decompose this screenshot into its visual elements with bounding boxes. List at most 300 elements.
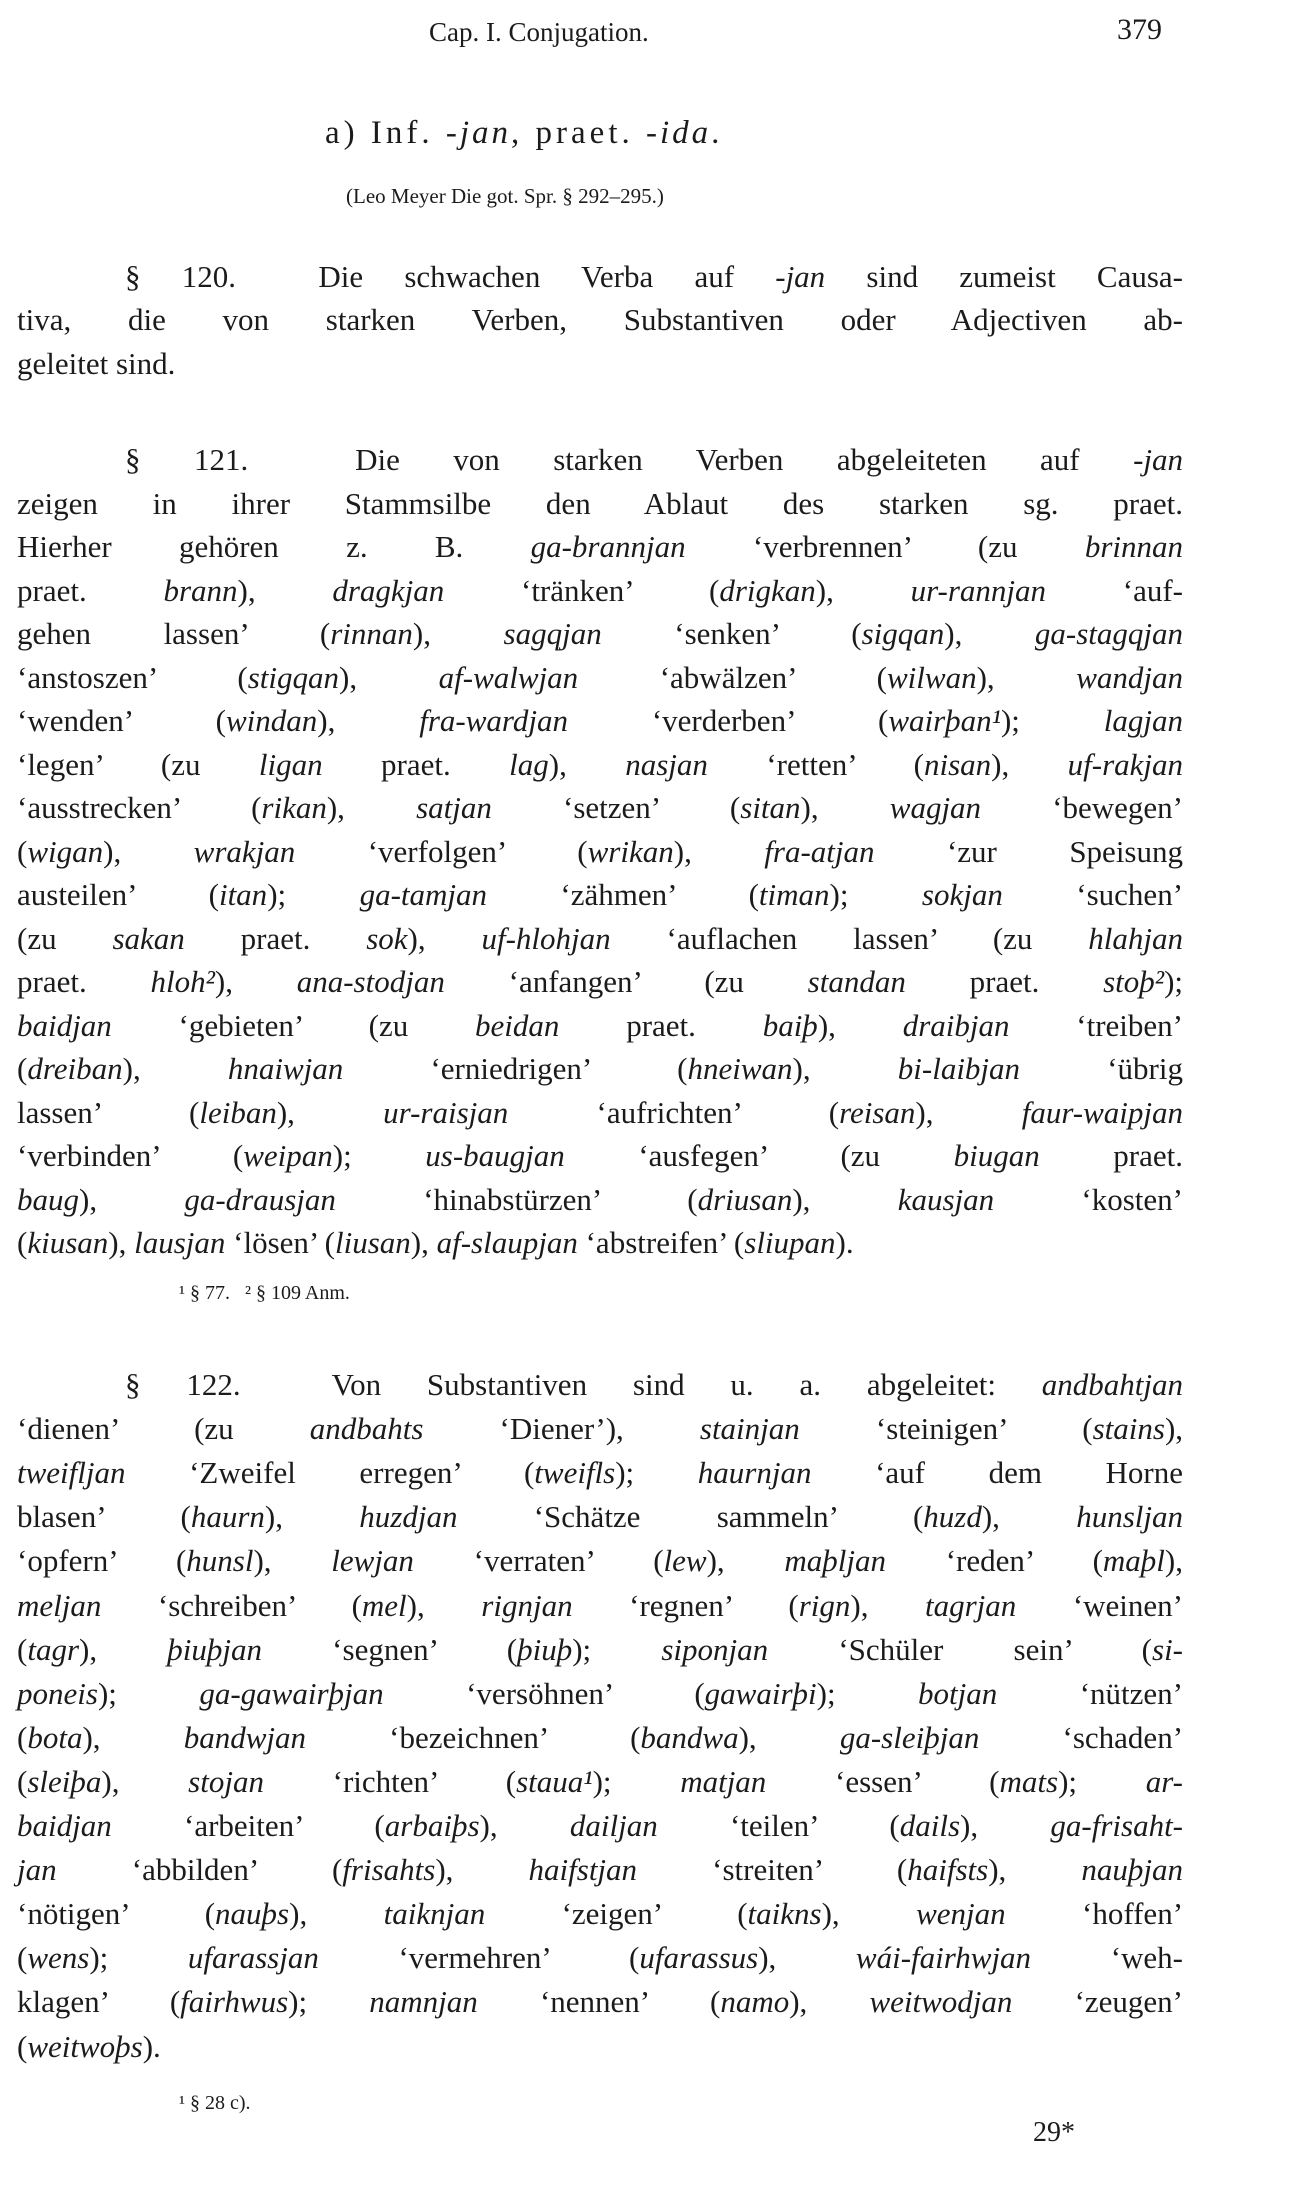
text-run: ‘kosten’ <box>994 1181 1183 1217</box>
gothic-word: kausjan <box>897 1181 995 1217</box>
section-121-line <box>17 832 1183 872</box>
text-run: ( <box>17 1719 28 1755</box>
text-run: praet. <box>905 964 1104 999</box>
gothic-word: timan <box>758 877 830 912</box>
italic-form: -ida <box>646 115 712 151</box>
gothic-word: lausjan <box>134 1225 226 1260</box>
text-run: ), <box>1164 1543 1183 1579</box>
text-run: ( <box>17 1225 28 1260</box>
gothic-word: uf-rakjan <box>1067 746 1184 782</box>
text-run: ); <box>332 1138 426 1173</box>
text-run: ‘tränken’ ( <box>444 572 720 608</box>
section-121-line <box>17 440 1183 480</box>
text-run: ‘zähmen’ ( <box>487 877 759 912</box>
gothic-word: tweifls <box>534 1455 616 1491</box>
text-run: ‘bewegen’ <box>981 790 1184 825</box>
gothic-word: sitan <box>740 790 801 825</box>
section-120-line <box>17 300 1183 340</box>
gothic-word: us-baugjan <box>425 1138 565 1173</box>
page-number: 379 <box>1117 13 1162 46</box>
text-run: ), <box>821 1896 917 1932</box>
text-run: praet. <box>17 964 151 999</box>
section-122-line <box>17 1894 1183 1934</box>
gothic-word: nauþs <box>215 1896 290 1932</box>
text-run: ( <box>17 1631 28 1667</box>
gothic-word: andbahtjan <box>1041 1367 1183 1402</box>
text-run: sind zumeist Causa- <box>825 259 1183 294</box>
gothic-word: lag <box>509 746 549 782</box>
text-run: ‘ausfegen’ (zu <box>564 1138 954 1173</box>
gothic-word: ga-frisaht- <box>1050 1808 1184 1843</box>
text-run: ‘senken’ ( <box>601 616 862 651</box>
gothic-word: ligan <box>258 746 323 782</box>
text-run: ), <box>960 1808 1051 1843</box>
section-121-line <box>17 1136 1183 1176</box>
gothic-word: sigqan <box>861 616 945 651</box>
text-run: ), <box>758 1940 856 1976</box>
gothic-word: bandwjan <box>183 1719 306 1755</box>
text-run: ); <box>97 1675 200 1711</box>
italic-form: -jan <box>445 115 512 151</box>
gothic-word: fra-atjan <box>764 833 875 869</box>
section-122-line <box>17 2027 1183 2067</box>
text-run: § 122. Von Substantiven sind u. a. abgeleitet: <box>125 1367 1042 1402</box>
gothic-word: nasjan <box>625 746 708 782</box>
text-run: ‘nennen’ ( <box>477 1984 721 2020</box>
text-run: ‘schreiben’ ( <box>101 1587 362 1623</box>
text-run: praet. <box>322 746 510 782</box>
text-run: ), <box>82 1719 184 1755</box>
text-run: ‘hoffen’ <box>1005 1896 1184 1932</box>
gothic-word: rinnan <box>330 616 413 651</box>
text-run: ), <box>988 1852 1082 1888</box>
subheading-text: a) Inf. <box>325 115 446 151</box>
text-run: klagen’ ( <box>17 1984 181 2020</box>
gothic-word: baug <box>17 1181 79 1217</box>
text-run: ), <box>101 1763 189 1799</box>
gothic-word: hunsl <box>186 1543 254 1579</box>
text-run: ). <box>835 1225 854 1260</box>
gothic-word: wenjan <box>916 1896 1006 1932</box>
gothic-word: wrakjan <box>193 833 296 869</box>
gothic-word: haurn <box>190 1499 265 1535</box>
gothic-word: lewjan <box>331 1543 414 1579</box>
section-121-line <box>17 1006 1183 1046</box>
text-run: ‘suchen’ <box>1002 877 1184 912</box>
text-run: ); <box>1000 703 1104 738</box>
text-run: ), <box>79 1631 168 1667</box>
text-run: ), <box>817 1007 903 1043</box>
gothic-word: standan <box>807 964 906 999</box>
text-run: ‘verbinden’ ( <box>17 1138 244 1173</box>
gothic-word: hloh² <box>150 964 215 999</box>
text-run: ), <box>976 659 1077 695</box>
gothic-word: rignjan <box>481 1587 573 1623</box>
gothic-word: wairþan¹ <box>888 703 1001 738</box>
text-run: ), <box>122 1051 228 1086</box>
text-run: ‘wenden’ ( <box>17 703 226 738</box>
gothic-word: taiknjan <box>383 1896 486 1932</box>
text-run: ‘Schüler sein’ ( <box>768 1631 1152 1667</box>
text-run: ‘essen’ ( <box>766 1763 1000 1799</box>
gothic-word: jan <box>17 1852 57 1888</box>
gothic-word: mel <box>361 1587 407 1623</box>
section-121-line <box>17 1093 1183 1133</box>
gothic-word: staua¹ <box>516 1763 593 1799</box>
text-run: lassen’ ( <box>17 1094 200 1130</box>
signature-mark: 29* <box>1033 2117 1075 2148</box>
text-run: ‘schaden’ <box>979 1719 1184 1755</box>
text-run: ), <box>706 1543 785 1579</box>
text-run: ‘treiben’ <box>1009 1007 1183 1043</box>
gothic-word: wens <box>27 1940 90 1976</box>
gothic-word: ur-raisjan <box>383 1094 509 1130</box>
gothic-word: maþl <box>1102 1543 1165 1579</box>
gothic-word: haurnjan <box>697 1455 812 1491</box>
text-run: ‘Zweifel erregen’ ( <box>125 1455 535 1491</box>
text-run: ‘bezeichnen’ ( <box>306 1719 641 1755</box>
text-run: tiva, die von starken Verben, Substantiven oder Adjectiven ab- <box>17 302 1183 338</box>
text-run: ( <box>17 833 28 869</box>
text-run: ‘Schätze sammeln’ ( <box>457 1499 924 1535</box>
gothic-word: stainjan <box>699 1411 800 1447</box>
text-run: Hierher gehören z. B. <box>17 529 531 564</box>
text-run: ‘weh- <box>1031 1940 1183 1976</box>
gothic-word: leiban <box>199 1094 277 1130</box>
gothic-word: ga-stagqjan <box>1034 616 1183 651</box>
gothic-word: af-walwjan <box>438 659 579 695</box>
gothic-word: weitwodjan <box>869 1984 1013 2020</box>
gothic-word: rign <box>798 1587 851 1623</box>
text-run: ( <box>17 1763 28 1799</box>
text-run: ‘anfangen’ (zu <box>444 964 808 999</box>
gothic-word: stoþ² <box>1103 964 1165 999</box>
text-run: ), <box>289 1896 384 1932</box>
gothic-word: draibjan <box>902 1007 1010 1043</box>
reference-citation: (Leo Meyer Die got. Spr. § 292–295.) <box>346 184 664 208</box>
section-122-line <box>17 1806 1183 1846</box>
running-title: Cap. I. Conjugation. <box>429 17 649 47</box>
gothic-word: arbaiþs <box>384 1808 480 1843</box>
gothic-word: tweifljan <box>17 1455 126 1491</box>
gothic-word: baidjan <box>17 1808 112 1843</box>
text-run: ‘weinen’ <box>1016 1587 1184 1623</box>
gothic-word: taikns <box>747 1896 822 1932</box>
gothic-word: ga-sleiþjan <box>839 1719 980 1755</box>
gothic-word: siponjan <box>661 1631 769 1667</box>
gothic-word: dails <box>899 1808 961 1843</box>
text-run: ‘anstoszen’ ( <box>17 659 248 695</box>
gothic-word: hunsljan <box>1076 1499 1184 1535</box>
gothic-word: stojan <box>188 1763 264 1799</box>
gothic-word: dreiban <box>27 1051 123 1086</box>
section-121-line <box>17 614 1183 654</box>
gothic-word: ufarassus <box>639 1940 759 1976</box>
gothic-word: itan <box>218 877 268 912</box>
section-121-line <box>17 745 1183 785</box>
text-run: ), <box>410 1225 437 1260</box>
gothic-word: matjan <box>680 1763 767 1799</box>
section-122-line <box>17 1541 1183 1581</box>
text-run: ); <box>89 1940 188 1976</box>
section-121-line <box>17 527 1183 567</box>
text-run: ); <box>829 877 922 912</box>
section-122-line <box>17 1982 1183 2022</box>
section-121-line <box>17 1049 1183 1089</box>
gothic-word: ga-drausjan <box>184 1181 336 1217</box>
text-run: ‘gebieten’ (zu <box>111 1007 476 1043</box>
text-run: ), <box>1164 1411 1184 1447</box>
gothic-word: satjan <box>416 790 492 825</box>
section-122-line <box>17 1586 1183 1626</box>
text-run: ‘zeigen’ ( <box>485 1896 748 1932</box>
gothic-word: sakan <box>112 920 185 956</box>
text-run: praet. <box>1039 1138 1183 1173</box>
gothic-word: bandwa <box>640 1719 739 1755</box>
gothic-word: kiusan <box>27 1225 109 1260</box>
text-run: ), <box>103 833 194 869</box>
section-122-line <box>17 1674 1183 1714</box>
gothic-word: wilwan <box>886 659 977 695</box>
gothic-word: bota <box>27 1719 83 1755</box>
subheading-text: . <box>711 115 724 151</box>
text-run: ); <box>592 1763 681 1799</box>
text-run: ); <box>572 1631 662 1667</box>
text-run: ), <box>406 1587 482 1623</box>
gothic-word: uf-hlohjan <box>481 920 611 956</box>
text-run: ‘verbrennen’ (zu <box>685 529 1085 564</box>
text-run: ‘arbeiten’ ( <box>111 1808 385 1843</box>
text-run: ‘erniedrigen’ ( <box>343 1051 688 1086</box>
gothic-word: bi-laibjan <box>897 1051 1021 1086</box>
section-121-line <box>17 658 1183 698</box>
text-run: ), <box>253 1543 332 1579</box>
section-122-line <box>17 1409 1183 1449</box>
gothic-word: sagqjan <box>503 616 602 651</box>
gothic-word: brinnan <box>1084 529 1183 564</box>
text-run: ); <box>267 877 360 912</box>
text-run: ‘verraten’ ( <box>413 1543 664 1579</box>
gothic-word: namo <box>720 1984 790 2020</box>
gothic-word: dragkjan <box>332 572 445 608</box>
gothic-word: ar- <box>1145 1763 1183 1799</box>
text-run: (zu <box>17 920 113 956</box>
gothic-word: poneis <box>17 1675 98 1711</box>
gothic-word: driusan <box>697 1181 793 1217</box>
text-run: gehen lassen’ ( <box>17 616 331 651</box>
text-run: ); <box>816 1675 919 1711</box>
text-run: ‘nötigen’ ( <box>17 1896 216 1932</box>
gothic-word: gawairþi <box>704 1675 817 1711</box>
section-121-line <box>17 1180 1183 1220</box>
text-run: ), <box>673 833 765 869</box>
gothic-word: frisahts <box>342 1852 436 1888</box>
section-121-line <box>17 919 1183 959</box>
text-run: ‘reden’ ( <box>886 1543 1103 1579</box>
text-run: ), <box>792 1181 898 1217</box>
text-run: ‘regnen’ ( <box>572 1587 799 1623</box>
text-run: ), <box>276 1094 384 1130</box>
gothic-word: þiuþjan <box>167 1631 262 1667</box>
section-122-line <box>17 1453 1183 1493</box>
section-121-line <box>17 788 1183 828</box>
section-122-line <box>17 1850 1183 1890</box>
text-run: ‘abstreifen’ ( <box>577 1225 745 1260</box>
footnote-section-121: ¹ § 77. ² § 109 Anm. <box>179 1282 350 1304</box>
gothic-word: tagr <box>27 1631 80 1667</box>
section-121-line <box>17 962 1183 1002</box>
text-run: geleitet sind. <box>17 345 176 381</box>
gothic-word: ga-brannjan <box>530 529 686 564</box>
gothic-word: weipan <box>243 1138 333 1173</box>
text-run: ‘Diener’), <box>423 1411 700 1447</box>
text-run: austeilen’ ( <box>17 877 219 912</box>
text-run: ), <box>548 746 626 782</box>
text-run: ‘verfolgen’ ( <box>295 833 588 869</box>
gothic-word: sliupan <box>744 1225 836 1260</box>
gothic-word: ur-rannjan <box>910 572 1047 608</box>
text-run: § 120. Die schwachen Verba auf <box>125 259 776 294</box>
section-122-line <box>17 1365 1183 1405</box>
gothic-word: af-slaupjan <box>436 1225 578 1260</box>
text-run: ), <box>800 790 890 825</box>
text-run: ); <box>1058 1763 1146 1799</box>
text-run: ( <box>17 1940 28 1976</box>
text-run: ( <box>17 2028 28 2064</box>
gothic-word: sleiþa <box>27 1763 102 1799</box>
gothic-word: fra-wardjan <box>419 703 568 738</box>
section-120-line <box>17 257 1183 297</box>
text-run: blasen’ ( <box>17 1499 191 1535</box>
text-run: ‘übrig <box>1020 1051 1183 1086</box>
gothic-word: sokjan <box>921 877 1003 912</box>
text-run: ‘lösen’ ( <box>225 1225 335 1260</box>
text-run: ‘opfern’ ( <box>17 1543 187 1579</box>
text-run: ), <box>944 616 1035 651</box>
gothic-word: liusan <box>335 1225 411 1260</box>
text-run: ), <box>991 746 1068 782</box>
gothic-word: beidan <box>475 1007 560 1043</box>
text-run: ); <box>615 1455 698 1491</box>
gothic-word: huzd <box>923 1499 982 1535</box>
gothic-word: baidjan <box>17 1007 112 1043</box>
text-run: ), <box>237 572 333 608</box>
text-run: ), <box>738 1719 840 1755</box>
gothic-word: huzdjan <box>359 1499 458 1535</box>
text-run: ), <box>479 1808 570 1843</box>
section-122-line <box>17 1938 1183 1978</box>
subheading <box>325 113 723 153</box>
text-run: ‘hinabstürzen’ ( <box>335 1181 698 1217</box>
gothic-word: andbahts <box>309 1411 424 1447</box>
text-run: ), <box>412 616 504 651</box>
gothic-word: sok <box>366 920 408 956</box>
gothic-word: hnaiwjan <box>227 1051 344 1086</box>
text-run: ), <box>339 659 439 695</box>
gothic-word: si- <box>1152 1631 1183 1667</box>
text-run: ), <box>79 1181 185 1217</box>
text-run: ‘nützen’ <box>997 1675 1184 1711</box>
text-run: ‘auflachen lassen’ (zu <box>610 920 1089 956</box>
section-121-line <box>17 701 1183 741</box>
gothic-word: nauþjan <box>1081 1852 1184 1888</box>
text-run: ), <box>915 1094 1022 1130</box>
gothic-word: mats <box>999 1763 1059 1799</box>
text-run: ), <box>214 964 297 999</box>
gothic-word: wrikan <box>587 833 674 869</box>
text-run: ‘zeugen’ <box>1012 1984 1184 2020</box>
section-121-line <box>17 875 1183 915</box>
text-run: ), <box>108 1225 135 1260</box>
gothic-word: meljan <box>17 1587 102 1623</box>
gothic-word: ga-tamjan <box>359 877 487 912</box>
text-run: zeigen in ihrer Stammsilbe den Ablaut des starken sg. praet. <box>17 485 1183 521</box>
text-run: ); <box>1164 964 1183 999</box>
text-run: ), <box>792 1051 898 1086</box>
text-run: ‘legen’ (zu <box>17 746 259 782</box>
gothic-word: ga-gawairþjan <box>199 1675 384 1711</box>
text-run: ‘setzen’ ( <box>491 790 741 825</box>
text-run: ), <box>850 1587 925 1623</box>
section-122-line <box>17 1762 1183 1802</box>
text-run: praet. <box>559 1007 763 1043</box>
subheading-text: , praet. <box>511 115 646 151</box>
text-run: ‘retten’ ( <box>707 746 924 782</box>
section-122-line <box>17 1497 1183 1537</box>
text-run: ), <box>264 1499 360 1535</box>
text-run: ( <box>17 1051 28 1086</box>
gothic-word: faur-waipjan <box>1021 1094 1184 1130</box>
section-122-line <box>17 1630 1183 1670</box>
gothic-word: lew <box>663 1543 707 1579</box>
gothic-word: hlahjan <box>1088 920 1183 956</box>
gothic-word: botjan <box>918 1675 998 1711</box>
text-run: ), <box>981 1499 1077 1535</box>
gothic-word: -jan <box>775 259 826 294</box>
text-run: ‘auf dem Horne <box>811 1455 1184 1491</box>
text-run: ), <box>435 1852 529 1888</box>
text-run: ), <box>326 790 417 825</box>
gothic-word: lagjan <box>1103 703 1184 738</box>
gothic-word: tagrjan <box>925 1587 1017 1623</box>
text-run: ), <box>789 1984 870 2020</box>
text-run: ‘verderben’ ( <box>567 703 889 738</box>
gothic-word: maþljan <box>784 1543 886 1579</box>
text-run: ‘richten’ ( <box>263 1763 517 1799</box>
gothic-word: fairhwus <box>180 1984 289 2020</box>
text-run: ‘dienen’ (zu <box>17 1411 310 1447</box>
text-run: ‘streiten’ ( <box>637 1852 908 1888</box>
gothic-word: nisan <box>923 746 992 782</box>
text-run: ‘teilen’ ( <box>657 1808 900 1843</box>
text-run: ), <box>407 920 482 956</box>
text-run: praet. <box>184 920 367 956</box>
text-run: ‘abwälzen’ ( <box>578 659 887 695</box>
text-run: ‘zur Speisung <box>874 833 1183 869</box>
gothic-word: weitwoþs <box>27 2028 143 2064</box>
gothic-word: wái-fairhwjan <box>855 1940 1032 1976</box>
section-121-line <box>17 571 1183 611</box>
gothic-word: windan <box>225 703 318 738</box>
gothic-word: wandjan <box>1076 659 1183 695</box>
text-run: ), <box>317 703 420 738</box>
gothic-word: ana-stodjan <box>296 964 445 999</box>
text-run: ). <box>142 2028 161 2064</box>
text-run: ‘segnen’ ( <box>262 1631 518 1667</box>
gothic-word: rikan <box>261 790 327 825</box>
gothic-word: brann <box>163 572 238 608</box>
section-121-line <box>17 484 1183 524</box>
